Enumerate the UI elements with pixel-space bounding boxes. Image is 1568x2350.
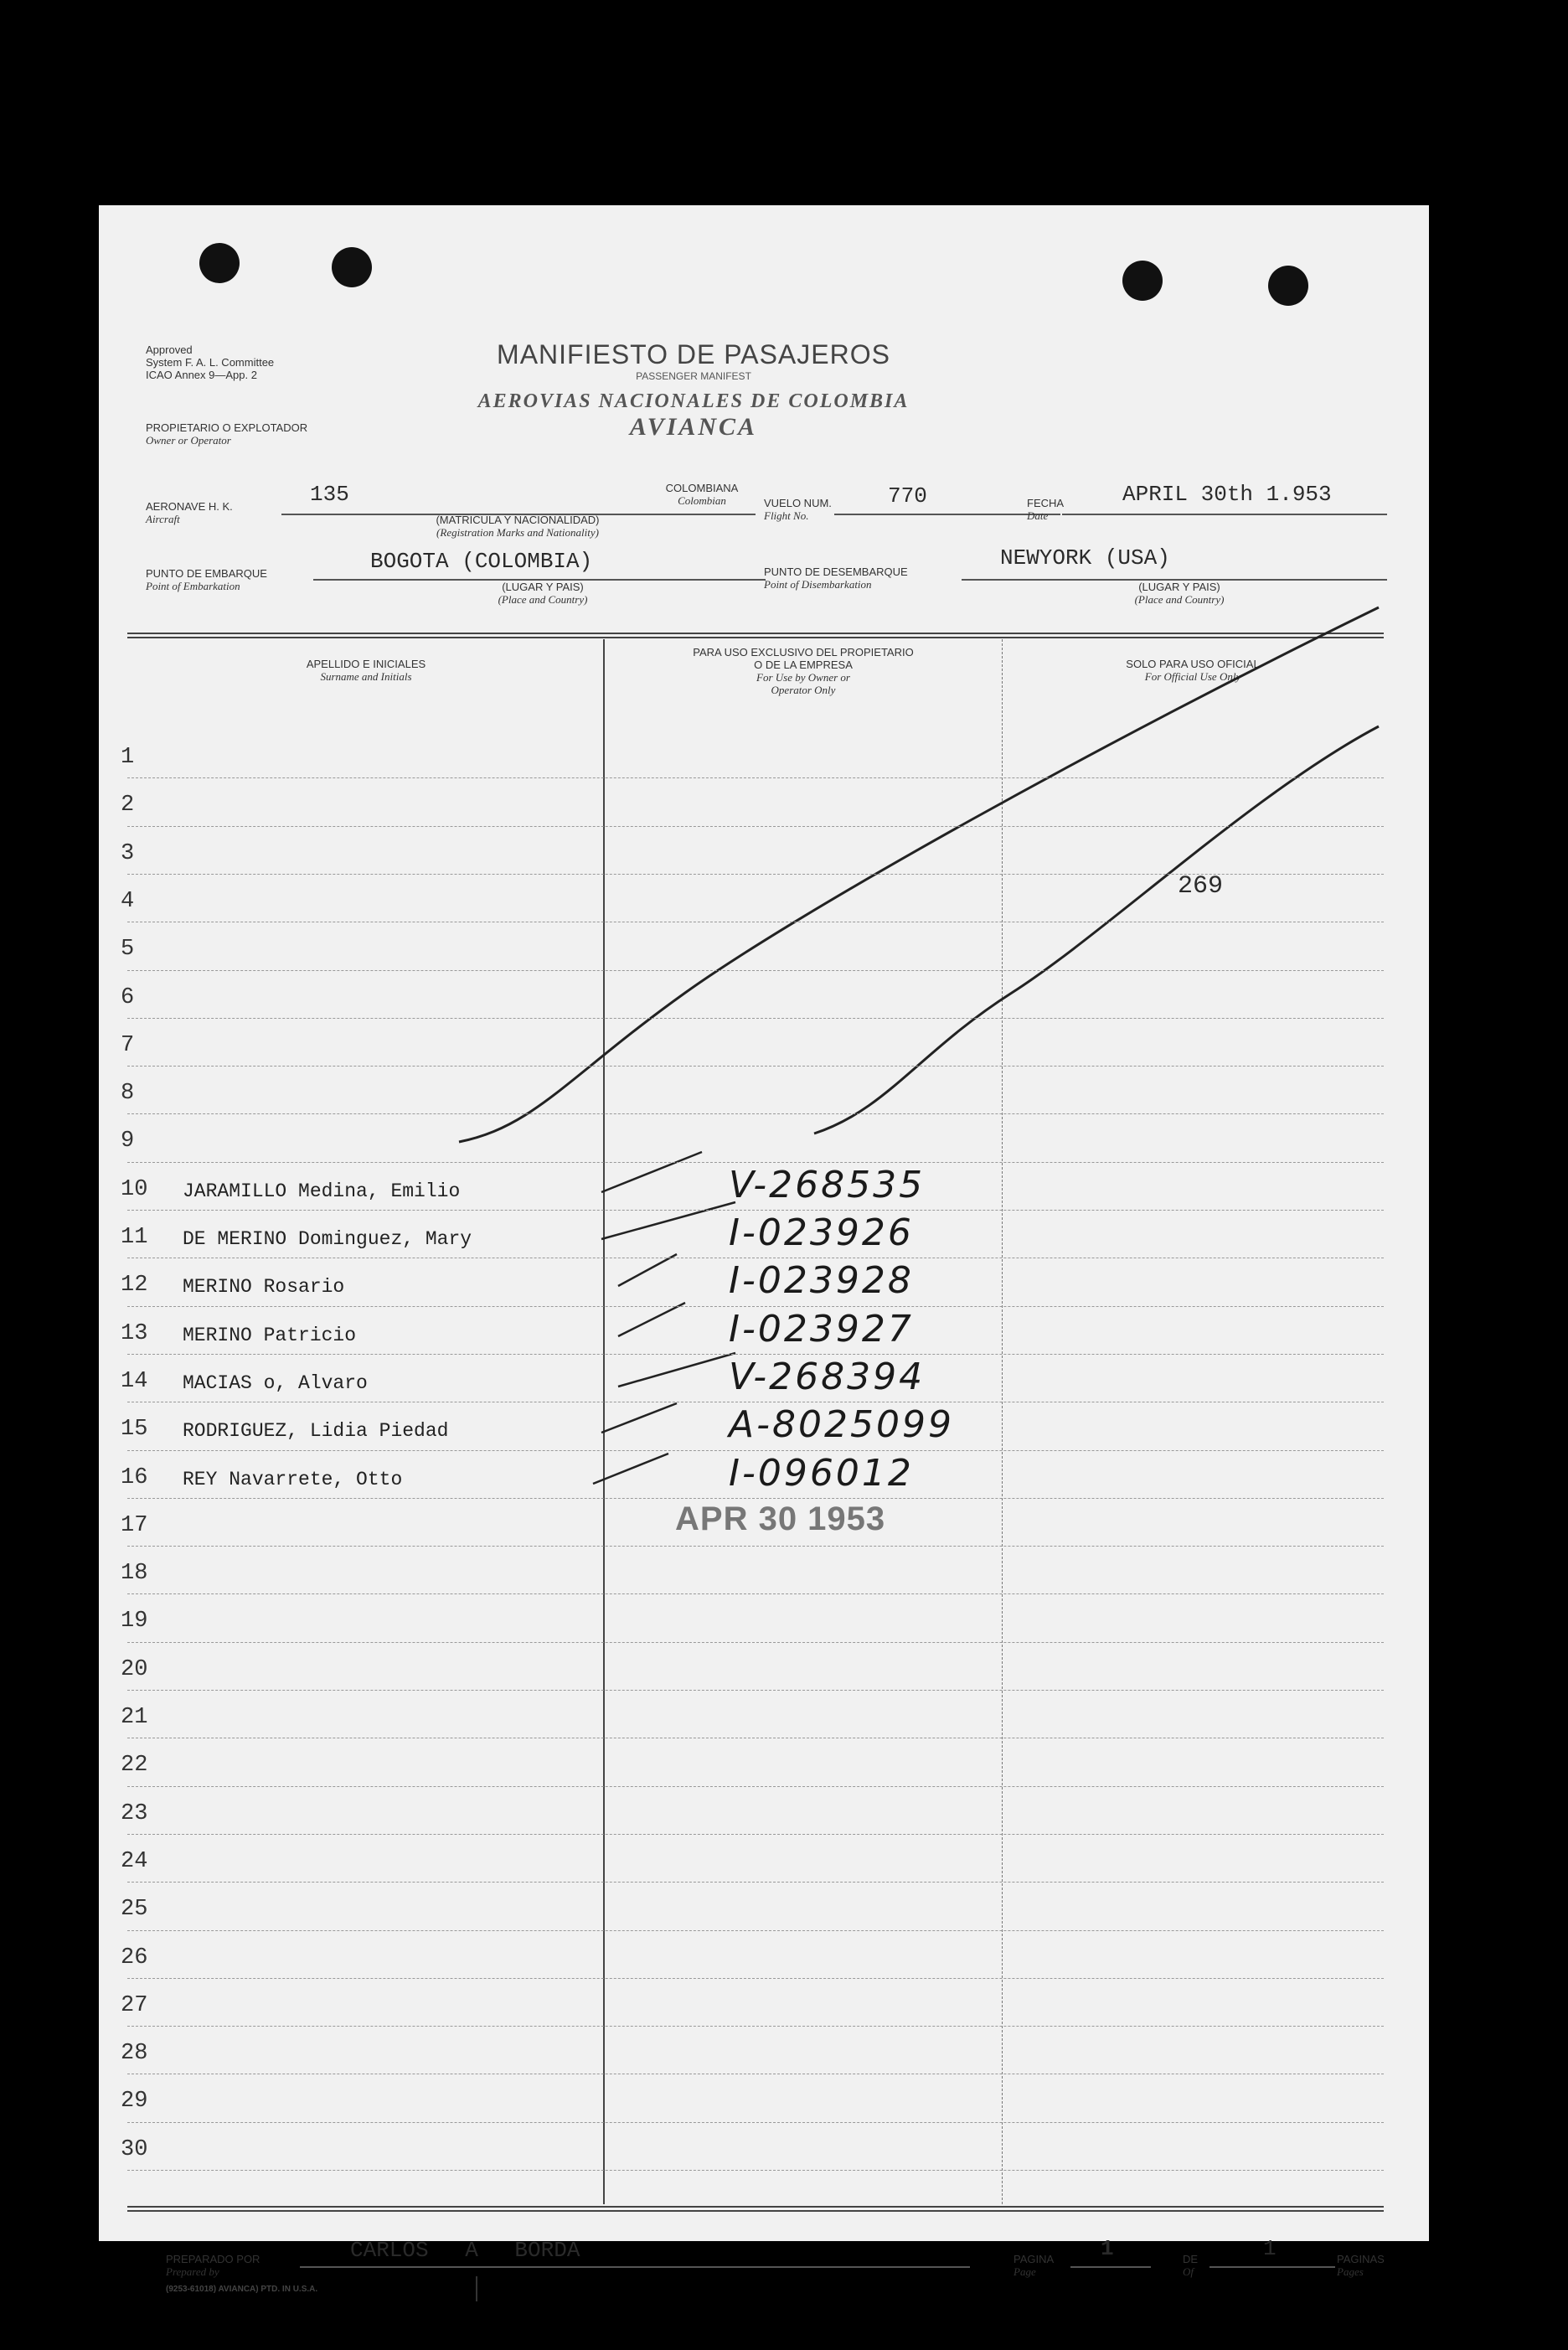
row-number: 17 [121, 1512, 148, 1538]
row-number: 16 [121, 1464, 148, 1490]
passenger-name: DE MERINO Dominguez, Mary [183, 1228, 472, 1250]
row-number: 21 [121, 1705, 148, 1730]
official-number: 269 [1178, 872, 1224, 901]
row-rule [127, 1354, 1384, 1355]
approval-line: ICAO Annex 9—App. 2 [146, 369, 257, 381]
row-rule [127, 1018, 1384, 1019]
row-rule [127, 1930, 1384, 1931]
date-label: FECHA Date [1027, 497, 1065, 522]
passenger-document-code: I-023927 [729, 1307, 914, 1351]
row-number: 10 [121, 1176, 148, 1202]
passenger-document-code: V-268394 [729, 1355, 926, 1398]
embarkation-label: PUNTO DE EMBARQUE Point of Embarkation [146, 567, 267, 592]
passenger-name: REY Navarrete, Otto [183, 1468, 403, 1490]
row-number: 13 [121, 1320, 148, 1346]
row-rule [127, 2122, 1384, 2123]
row-rule [127, 1306, 1384, 1307]
row-number: 5 [121, 937, 135, 963]
row-number: 11 [121, 1225, 148, 1250]
flight-label: VUELO NUM. Flight No. [764, 497, 832, 522]
page-label: PAGINA Page [1014, 2253, 1055, 2278]
row-rule [127, 1978, 1384, 1979]
passenger-name: RODRIGUEZ, Lidia Piedad [183, 1420, 449, 1443]
row-number: 6 [121, 984, 135, 1010]
prepared-by-label: PREPARADO POR Prepared by [166, 2253, 260, 2278]
row-number: 15 [121, 1417, 148, 1443]
aircraft-value: 135 [310, 482, 349, 507]
row-rule [127, 1786, 1384, 1787]
row-rule [127, 874, 1384, 875]
row-rule [127, 1690, 1384, 1691]
row-number: 20 [121, 1656, 148, 1682]
passenger-document-code: V-268535 [729, 1163, 926, 1206]
row-rule [127, 1210, 1384, 1211]
company-name: AEROVIAS NACIONALES DE COLOMBIA [477, 390, 910, 412]
row-number: 18 [121, 1561, 148, 1587]
row-number: 24 [121, 1848, 148, 1874]
row-number: 14 [121, 1368, 148, 1394]
disembarkation-place-label: (LUGAR Y PAIS) (Place and Country) [1134, 581, 1225, 606]
printer-imprint: (9253-61018) AVIANCA) PTD. IN U.S.A. [166, 2285, 318, 2294]
row-number: 7 [121, 1032, 135, 1058]
page-subtitle: PASSENGER MANIFEST [636, 370, 751, 382]
manifest-sheet [99, 205, 1429, 2294]
table-bottom-rule [127, 2206, 1384, 2208]
row-number: 30 [121, 2136, 148, 2162]
row-number: 22 [121, 1753, 148, 1779]
row-number: 3 [121, 840, 135, 866]
row-number: 9 [121, 1129, 135, 1154]
approval-line: System F. A. L. Committee [146, 356, 275, 369]
row-rule [127, 1498, 1384, 1499]
company-brand: AVIANCA [629, 413, 758, 441]
disembarkation-value: NEWYORK (USA) [1000, 545, 1170, 571]
row-number: 8 [121, 1081, 135, 1107]
passenger-name: JARAMILLO Medina, Emilio [183, 1180, 461, 1202]
row-rule [127, 1834, 1384, 1835]
prepared-by-value: CARLOS A BORDA [350, 2238, 580, 2263]
approval-line: Approved [146, 343, 193, 356]
embarkation-value: BOGOTA (COLOMBIA) [370, 549, 593, 574]
row-number: 4 [121, 888, 135, 914]
row-number: 19 [121, 1609, 148, 1635]
row-rule [127, 1642, 1384, 1643]
passenger-name: MACIAS o, Alvaro [183, 1371, 368, 1394]
of-label: DE Of [1183, 2253, 1199, 2278]
disembarkation-label: PUNTO DE DESEMBARQUE Point of Disembarkation [764, 566, 908, 591]
passenger-document-code: I-023928 [729, 1259, 914, 1303]
passenger-name: MERINO Patricio [183, 1324, 357, 1346]
page-title: MANIFIESTO DE PASAJEROS [497, 339, 890, 369]
of-value: 1 [1263, 2236, 1277, 2261]
passenger-document-code: I-096012 [729, 1451, 914, 1495]
row-rule [127, 1593, 1384, 1594]
owner-label: PROPIETARIO O EXPLOTADOR Owner or Operator [146, 421, 308, 447]
embarkation-place-label: (LUGAR Y PAIS) (Place and Country) [498, 581, 588, 606]
column-header-owner-use: PARA USO EXCLUSIVO DEL PROPIETARIO O DE LA EMPRESA For Use by Owner or Operator Only [693, 646, 914, 696]
aircraft-label: AERONAVE H. K. Aircraft [146, 500, 233, 525]
page-value: 1 [1101, 2236, 1114, 2261]
passenger-name: MERINO Rosario [183, 1276, 345, 1299]
row-rule [127, 2170, 1384, 2171]
row-number: 1 [121, 745, 135, 770]
row-rule [127, 2026, 1384, 2027]
column-header-surname: APELLIDO E INICIALES Surname and Initials [306, 658, 426, 683]
row-number: 26 [121, 1945, 148, 1970]
row-rule [127, 1113, 1384, 1114]
row-number: 23 [121, 1800, 148, 1826]
row-rule [127, 970, 1384, 971]
row-rule [127, 1546, 1384, 1547]
nationality-label: COLOMBIANA Colombian [665, 482, 739, 507]
row-rule [127, 1066, 1384, 1067]
row-number: 25 [121, 1897, 148, 1923]
row-number: 12 [121, 1273, 148, 1299]
row-number: 2 [121, 793, 135, 819]
flight-value: 770 [888, 483, 927, 509]
date-value: APRIL 30th 1.953 [1122, 482, 1332, 507]
passenger-document-code: A-8025099 [729, 1403, 954, 1447]
row-rule [127, 1450, 1384, 1451]
row-rule [127, 1882, 1384, 1883]
row-number: 29 [121, 2089, 148, 2115]
passenger-document-code: I-023926 [729, 1211, 914, 1254]
column-header-official-use: SOLO PARA USO OFICIAL For Official Use Only [1126, 658, 1260, 683]
row-rule [127, 777, 1384, 778]
registration-label: (MATRICULA Y NACIONALIDAD) (Registration Marks and Nationality) [436, 514, 600, 539]
row-rule [127, 826, 1384, 827]
row-number: 27 [121, 1992, 148, 2018]
row-rule [127, 1162, 1384, 1163]
row-number: 28 [121, 2041, 148, 2067]
date-stamp: APR 30 1953 [675, 1500, 886, 1537]
pages-label: PAGINAS Pages [1337, 2253, 1385, 2278]
